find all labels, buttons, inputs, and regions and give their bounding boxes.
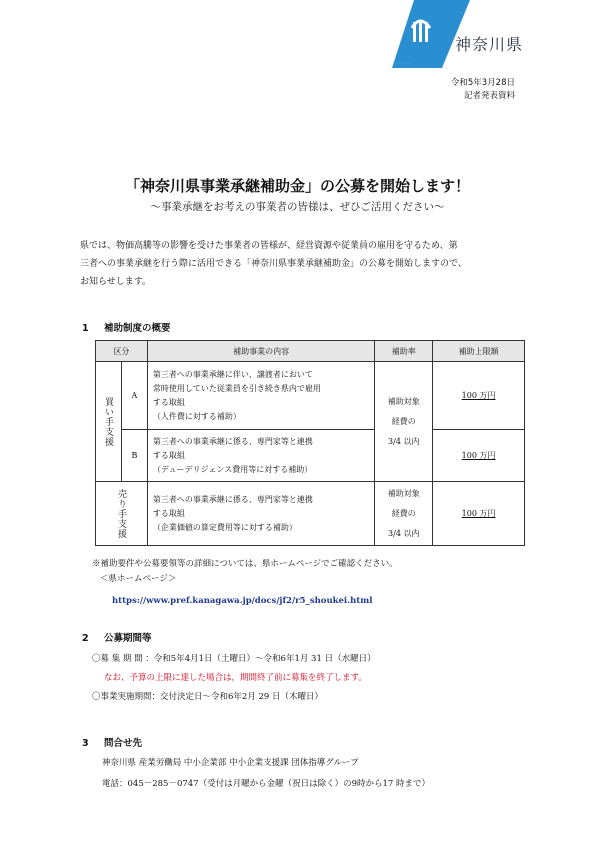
detail-note <box>92 557 398 587</box>
content-line: （企業価値の算定費用等に対する補助） <box>152 522 297 532</box>
pref-name: 神奈川県 <box>455 35 524 54</box>
intro-paragraph <box>80 237 520 291</box>
note-text: ※補助要件や公募要領等の詳細については、県ホームページでご確認ください。 <box>92 559 398 569</box>
hp-label: ＜県ホームページ＞ <box>100 574 177 584</box>
content-line: 第三者への事業承継に伴い、譲渡者において <box>152 369 313 379</box>
homepage-link[interactable]: https://www.pref.kanagawa.jp/docs/jf2/r5_shoukei.html <box>112 596 373 606</box>
sell-side-cell <box>96 482 148 546</box>
buy-rate-cell <box>375 362 433 482</box>
header-category: 区分 <box>96 341 148 362</box>
section-number: 1 <box>82 323 89 334</box>
page-subtitle: ～事業承継をお考えの事業者の皆様は、ぜひご活用ください～ <box>150 201 445 213</box>
code-a: A <box>121 362 147 430</box>
implementation-period: 〇事業実施期間：交付決定日～令和6年2月 29 日（木曜日） <box>92 692 324 702</box>
recruitment-period: 〇募 集 期 間 ：令和5年4月1日（土曜日）～令和6年1月 31 日（水曜日） <box>92 654 376 664</box>
row-a-content <box>147 362 374 430</box>
section-3-heading <box>82 735 142 749</box>
intro-line: 県では、物価高騰等の影響を受けた事業者の皆様が、経営資源や従業員の雇用を守るため、第 <box>80 241 458 251</box>
sell-side-label: 売り手支援 <box>115 488 126 539</box>
subsidy-table <box>95 340 525 546</box>
section-title: 問合せ先 <box>104 738 143 749</box>
doc-type: 記者発表資料 <box>463 91 515 101</box>
budget-warning: なお、予算の上限に達した場合は，期間終了前に募集を終了します。 <box>104 673 367 683</box>
sell-rate-cell <box>375 482 433 546</box>
rate-line: 補助対象 <box>387 488 420 498</box>
contact-department: 神奈川県 産業労働局 中小企業部 中小企業支援課 団体指導グループ <box>102 758 359 768</box>
rate-line: 3/4 以内 <box>388 436 420 446</box>
table-header-row <box>96 341 525 362</box>
section-1-heading <box>82 320 171 334</box>
section-title: 補助制度の概要 <box>104 323 171 334</box>
table-row <box>96 430 525 482</box>
rate-line: 補助対象 <box>387 396 420 406</box>
content-line: （デューデリジェンス費用等に対する補助） <box>152 464 313 474</box>
buy-side-label: 買い手支援 <box>102 396 113 447</box>
header-limit: 補助上限額 <box>433 341 525 362</box>
rate-line: 3/4 以内 <box>388 528 420 538</box>
release-date: 令和5年3月28日 <box>450 78 515 88</box>
table-row <box>96 362 525 430</box>
date-block <box>451 77 515 103</box>
row-sell-content <box>147 482 374 546</box>
content-line: 常時使用していた従業員を引き続き県内で雇用 <box>152 383 321 393</box>
code-b: B <box>121 430 147 482</box>
logo-caption: KANAGAWA <box>395 61 413 65</box>
table-row <box>96 482 525 546</box>
header-rate: 補助率 <box>375 341 433 362</box>
contact-phone: 電話：045－285－0747（受付は月曜から金曜（祝日は除く）の9時から17 時まで） <box>102 779 431 789</box>
section-title: 公募期間等 <box>104 633 152 644</box>
section-2-heading <box>82 630 152 644</box>
intro-line: 三者への事業承継を行う際に活用できる「神奈川県事業承継補助金」の公募を開始しますので、 <box>80 259 467 269</box>
row-b-limit: 100 万円 <box>433 430 525 482</box>
section-number: 2 <box>82 633 89 644</box>
row-b-content <box>147 430 374 482</box>
buy-side-cell <box>96 362 122 482</box>
content-line: する取組 <box>152 450 185 460</box>
page-title: 「神奈川県事業承継補助金」の公募を開始します！ <box>124 177 470 195</box>
intro-line: お知らせします。 <box>80 277 152 287</box>
header-content: 補助事業の内容 <box>147 341 374 362</box>
content-line: する取組 <box>152 397 185 407</box>
row-a-limit: 100 万円 <box>433 362 525 430</box>
content-line: する取組 <box>152 508 185 518</box>
section-number: 3 <box>82 738 89 749</box>
content-line: 第三者への事業承継に係る、専門家等と連携 <box>152 494 313 504</box>
content-line: （人件費に対する補助） <box>152 411 241 421</box>
content-line: 第三者への事業承継に係る、専門家等と連携 <box>152 436 313 446</box>
row-sell-limit: 100 万円 <box>433 482 525 546</box>
rate-line: 経費の <box>391 508 416 518</box>
rate-line: 経費の <box>391 416 416 426</box>
